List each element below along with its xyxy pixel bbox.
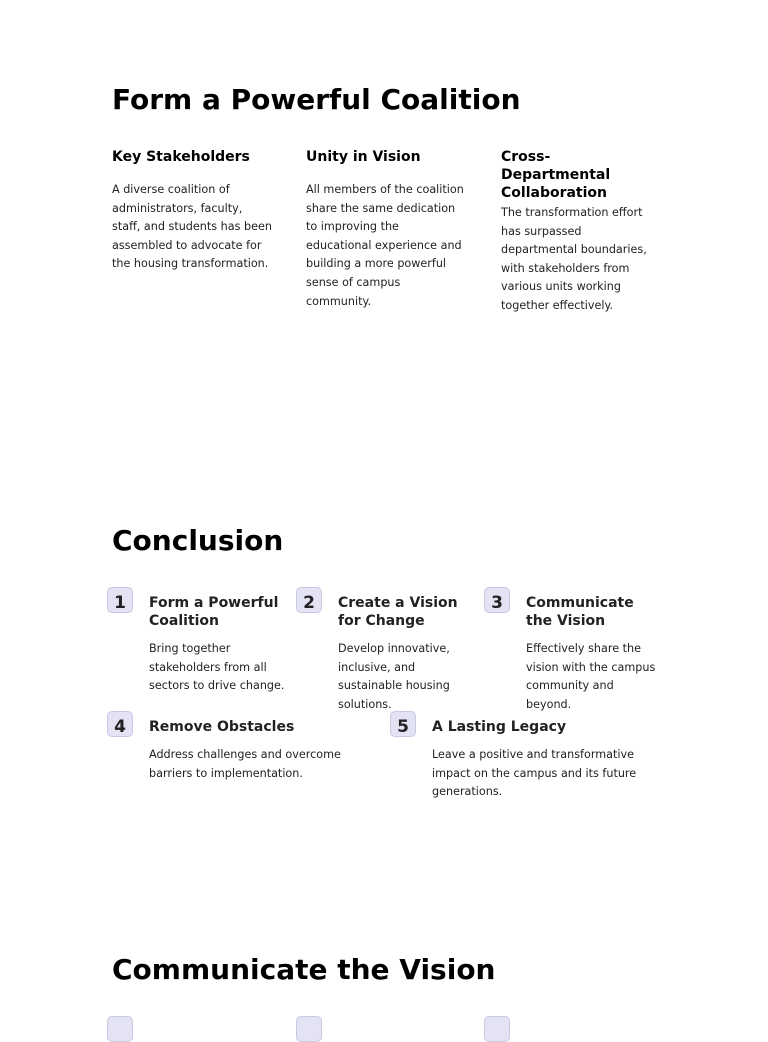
- communicate-section-title: Communicate the Vision: [112, 953, 496, 986]
- step-title: Form a Powerful Coalition: [149, 595, 279, 629]
- coalition-section-title: Form a Powerful Coalition: [112, 83, 521, 116]
- coalition-column-key-stakeholders: [112, 146, 272, 274]
- step-number-badge: 4: [107, 711, 133, 737]
- column-title: Key Stakeholders: [112, 149, 250, 165]
- column-text: A diverse coalition of administrators, faculty, staff, and students has been assembled to advocate for the housing transformation.: [112, 183, 272, 271]
- conclusion-section-title: Conclusion: [112, 524, 284, 557]
- step-text: Develop innovative, inclusive, and sustainable housing solutions.: [338, 642, 450, 711]
- step-body: [338, 594, 470, 714]
- step-body: [526, 594, 656, 714]
- step-title: Communicate the Vision: [526, 595, 634, 629]
- step-number-badge: 2: [296, 587, 322, 613]
- column-text: All members of the coalition share the same dedication to improving the educational experience and building a more powerful sense of campus community.: [306, 183, 464, 308]
- step-number-badge: 1: [107, 587, 133, 613]
- coalition-column-unity-in-vision: [306, 146, 466, 311]
- step-title: A Lasting Legacy: [432, 719, 567, 735]
- communicate-step-badge-3: [484, 1016, 510, 1042]
- coalition-column-cross-departmental: [501, 146, 657, 316]
- column-text: The transformation effort has surpassed departmental boundaries, with stakeholders from various units working together effectively.: [501, 206, 647, 312]
- step-body: [432, 718, 652, 802]
- step-text: Bring together stakeholders from all sectors to drive change.: [149, 642, 285, 693]
- step-text: Effectively share the vision with the campus community and beyond.: [526, 642, 656, 711]
- communicate-step-badge-1: [107, 1016, 133, 1042]
- step-body: [149, 718, 369, 783]
- communicate-step-badge-2: [296, 1016, 322, 1042]
- column-title: Cross-Departmental Collaboration: [501, 149, 611, 201]
- step-number-badge: 5: [390, 711, 416, 737]
- column-title: Unity in Vision: [306, 149, 421, 165]
- step-title: Create a Vision for Change: [338, 595, 458, 629]
- step-text: Address challenges and overcome barriers to implementation.: [149, 748, 341, 780]
- step-number-badge: 3: [484, 587, 510, 613]
- step-title: Remove Obstacles: [149, 719, 295, 735]
- step-body: [149, 594, 289, 696]
- step-text: Leave a positive and transformative impact on the campus and its future generations.: [432, 748, 637, 799]
